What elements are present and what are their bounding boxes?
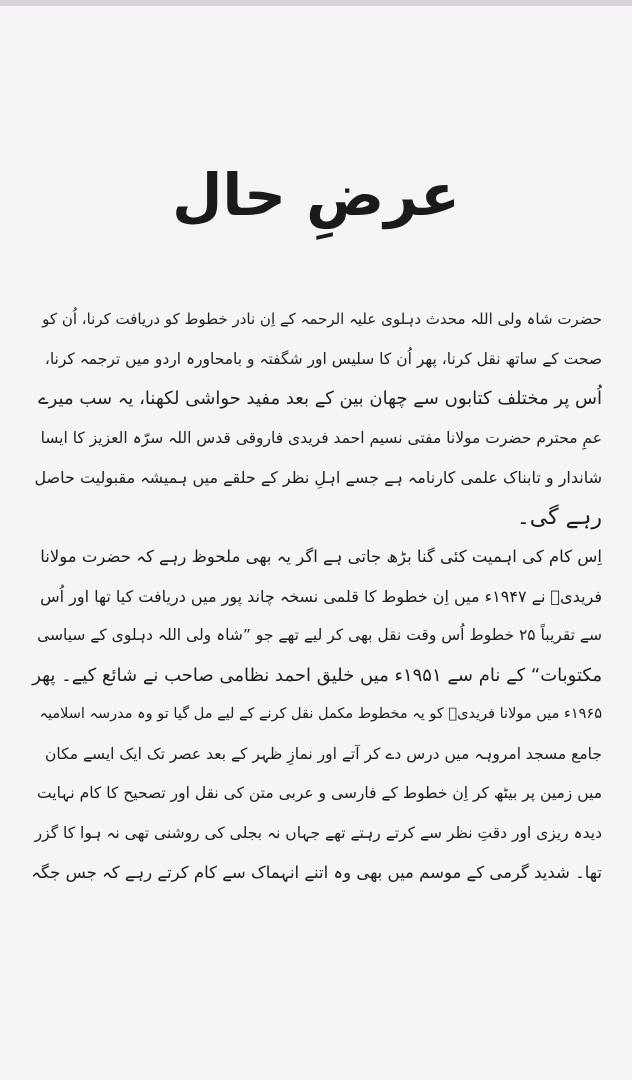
text-line: صحت کے ساتھ نقل کرنا، پھر اُن کا سلیس اور شگفتہ و بامحاورہ اردو میں ترجمہ کرنا، — [44, 349, 602, 368]
paragraph-1 — [30, 300, 602, 537]
text-line: شاندار و تابناک علمی کارنامہ ہے جسے اہلِ نظر کے حلقے میں ہمیشہ مقبولیت حاصل — [34, 468, 602, 487]
text-line: اُس پر مختلف کتابوں سے چھان بین کے بعد مفید حواشی لکھنا، یہ سب میرے — [38, 388, 602, 409]
text-line: اِس کام کی اہمیت کئی گنا بڑھ جاتی ہے اگر یہ بھی ملحوظ رہے کہ حضرت مولانا — [40, 547, 602, 566]
text-line: دیدہ ریزی اور دقتِ نظر سے کرتے رہتے تھے جہاں نہ بجلی کی روشنی تھی نہ ہوا کا گزر — [34, 823, 602, 842]
text-line: حضرت شاہ ولی اللہ محدث دہلوی علیہ الرحمہ کے اِن نادر خطوط کو دریافت کرنا، اُن کو — [42, 310, 602, 328]
text-line: فریدیؒ نے ۱۹۴۷ء میں اِن خطوط کا قلمی نسخہ چاند پور میں دریافت کیا تھا اور اُس — [40, 586, 602, 606]
text-line: میں زمین پر بیٹھ کر اِن خطوط کے فارسی و عربی متن کی نقل اور تصحیح کا کام نہایت — [37, 784, 602, 802]
text-line: جامع مسجد امروہہ میں درس دے کر آتے اور نمازِ ظہر کے بعد عصر تک ایک ایسے مکان — [45, 744, 602, 763]
text-line: مکتوبات“ کے نام سے ۱۹۵۱ء میں خلیق احمد نظامی صاحب نے شائع کیے۔ پھر — [32, 664, 602, 686]
text-line: رہے گی۔ — [516, 504, 602, 530]
text-line: سے تقریباً ۲۵ خطوط اُس وقت نقل بھی کر لیے تھے جو ”شاہ ولی اللہ دہلوی کے سیاسی — [37, 626, 602, 644]
page-top-edge — [0, 0, 632, 6]
document-body — [30, 300, 602, 893]
text-line: عمِ محترم حضرت مولانا مفتی نسیم احمد فریدی فاروقی قدس اللہ سرّہ العزیز کا ایسا — [40, 428, 602, 447]
paragraph-2 — [30, 537, 602, 893]
text-line: ۱۹۶۵ء میں مولانا فریدیؒ کو یہ مخطوط مکمل نقل کرنے کے لیے مل گیا تو وہ مدرسہ اسلامیہ — [39, 706, 602, 722]
page-title: عرضِ حال — [172, 161, 460, 229]
text-line: تھا۔ شدید گرمی کے موسم میں بھی وہ اتنے انہماک سے کام کرتے رہے کہ جس جگہ — [31, 863, 602, 882]
